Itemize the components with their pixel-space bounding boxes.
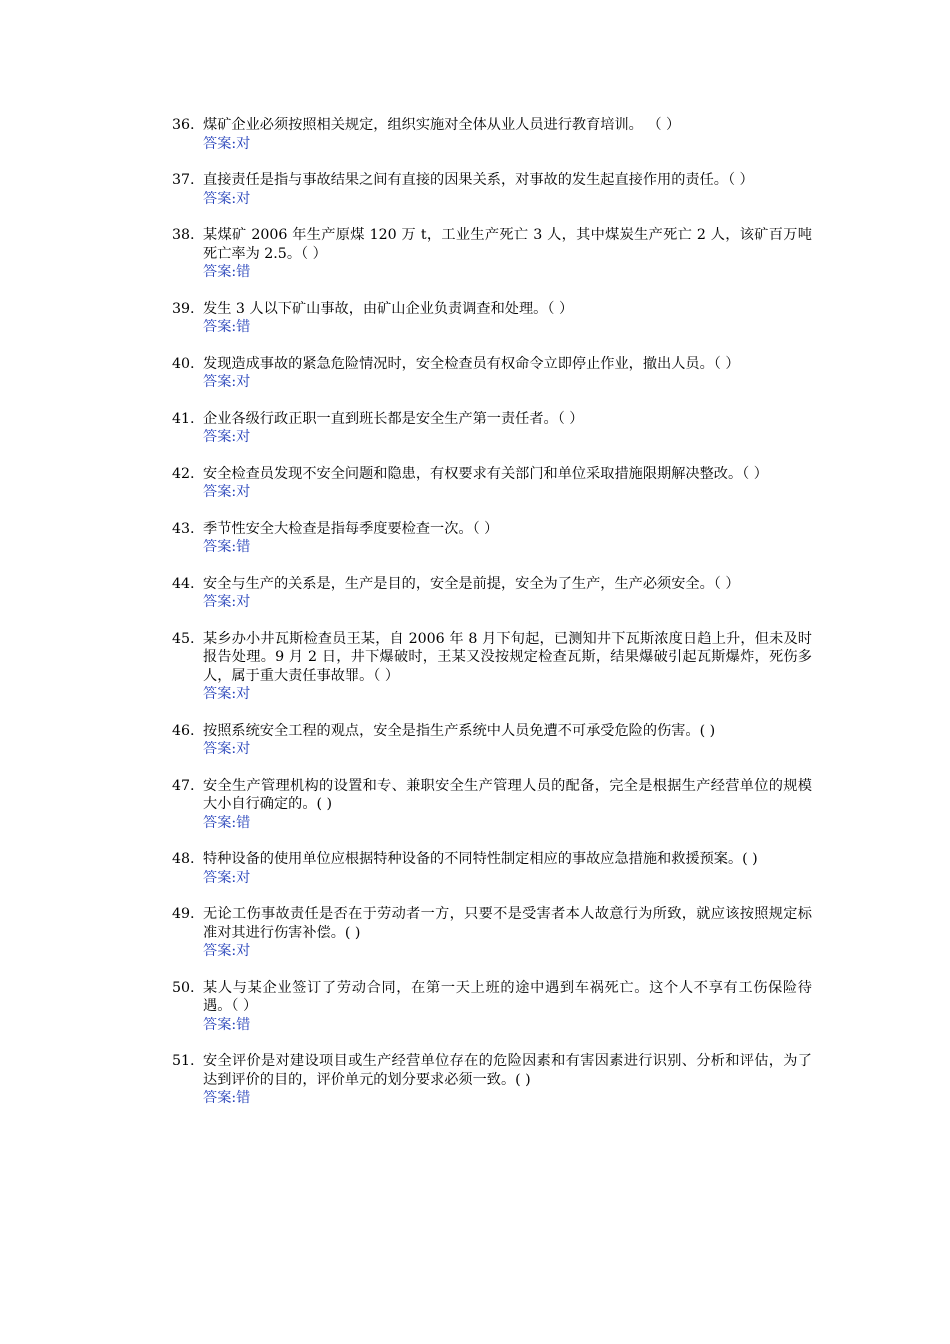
question-item	[172, 850, 812, 887]
question-row	[172, 300, 812, 319]
question-item	[172, 979, 812, 1035]
question-row	[172, 465, 812, 484]
answer-prefix: 答案:	[203, 429, 237, 445]
answer-line	[172, 942, 812, 961]
answer-line	[172, 538, 812, 557]
answer-prefix: 答案:	[203, 539, 237, 555]
question-text: 按照系统安全工程的观点，安全是指生产系统中人员免遭不可承受危险的伤害。( )	[203, 722, 716, 739]
question-text: 特种设备的使用单位应根据特种设备的不同特性制定相应的事故应急措施和救援预案。( )	[203, 851, 758, 867]
question-row	[172, 722, 812, 741]
question-number: 47.	[172, 777, 195, 794]
question-text: 直接责任是指与事故结果之间有直接的因果关系，对事故的发生起直接作用的责任。（ ）	[203, 172, 754, 188]
answer-line	[172, 1089, 812, 1108]
answer-line	[172, 869, 812, 888]
answer-value: 对	[236, 741, 251, 757]
answer-line	[172, 135, 812, 154]
question-row	[172, 410, 812, 429]
question-item	[172, 575, 812, 612]
question-number: 51.	[172, 1053, 195, 1069]
question-item	[172, 300, 812, 337]
question-text: 安全生产管理机构的设置和专、兼职安全生产管理人员的配备，完全是根据生产经营单位的规模大小自行确定的。( )	[203, 777, 812, 812]
answer-value: 错	[236, 264, 251, 280]
question-row	[172, 116, 812, 135]
answer-prefix: 答案:	[203, 594, 237, 610]
answer-line	[172, 428, 812, 447]
answer-line	[172, 814, 812, 833]
answer-prefix: 答案:	[203, 190, 237, 207]
answer-value: 对	[236, 135, 251, 152]
question-number: 44.	[172, 575, 195, 592]
question-item	[172, 520, 812, 557]
question-text: 发现造成事故的紧急危险情况时，安全检查员有权命令立即停止作业，撤出人员。（ ）	[203, 355, 740, 372]
question-list	[172, 116, 812, 1126]
question-number: 37.	[172, 172, 195, 188]
question-item	[172, 722, 812, 759]
answer-prefix: 答案:	[203, 374, 237, 390]
question-item	[172, 355, 812, 392]
question-number: 50.	[172, 979, 195, 996]
question-number: 45.	[172, 630, 195, 647]
question-text: 煤矿企业必须按照相关规定，组织实施对全体从业人员进行教育培训。 （ ）	[203, 117, 681, 133]
question-text: 安全检查员发现不安全问题和隐患，有权要求有关部门和单位采取措施限期解决整改。（ ）	[203, 465, 768, 482]
answer-value: 对	[236, 686, 251, 702]
question-row	[172, 1052, 812, 1089]
answer-value: 错	[236, 539, 251, 555]
answer-prefix: 答案:	[203, 319, 237, 335]
answer-line	[172, 483, 812, 502]
answer-value: 对	[236, 429, 251, 445]
question-text: 企业各级行政正职一直到班长都是安全生产第一责任者。（ ）	[203, 410, 584, 427]
answer-line	[172, 190, 812, 209]
answer-line	[172, 1016, 812, 1035]
question-text: 安全与生产的关系是，生产是目的，安全是前提，安全为了生产，生产必须安全。（ ）	[203, 575, 740, 592]
answer-value: 错	[236, 814, 251, 831]
question-text: 某人与某企业签订了劳动合同，在第一天上班的途中遇到车祸死亡。这个人不享有工伤保险待遇。（ ）	[203, 979, 812, 1014]
answer-value: 错	[236, 1090, 251, 1106]
answer-value: 对	[236, 943, 251, 959]
answer-value: 对	[236, 869, 251, 886]
question-row	[172, 905, 812, 942]
question-item	[172, 226, 812, 282]
answer-line	[172, 373, 812, 392]
question-number: 39.	[172, 300, 195, 317]
question-text: 无论工伤事故责任是否在于劳动者一方，只要不是受害者本人故意行为所致，就应该按照规定标准对其进行伤害补偿。( )	[203, 906, 812, 941]
question-number: 49.	[172, 906, 195, 922]
answer-value: 错	[236, 319, 251, 335]
question-row	[172, 171, 812, 190]
question-number: 41.	[172, 410, 195, 427]
question-text: 季节性安全大检查是指每季度要检查一次。（ ）	[203, 520, 499, 537]
question-item	[172, 410, 812, 447]
question-item	[172, 905, 812, 961]
answer-value: 对	[236, 374, 251, 390]
question-item	[172, 777, 812, 833]
answer-prefix: 答案:	[203, 264, 237, 280]
question-number: 43.	[172, 520, 195, 537]
question-number: 46.	[172, 722, 195, 739]
question-row	[172, 520, 812, 539]
answer-value: 对	[236, 594, 251, 610]
answer-value: 对	[236, 484, 251, 500]
answer-prefix: 答案:	[203, 1090, 237, 1106]
answer-line	[172, 685, 812, 704]
answer-line	[172, 318, 812, 337]
question-row	[172, 850, 812, 869]
question-item	[172, 1052, 812, 1108]
answer-line	[172, 263, 812, 282]
question-item	[172, 465, 812, 502]
answer-prefix: 答案:	[203, 943, 237, 959]
answer-prefix: 答案:	[203, 814, 237, 831]
question-row	[172, 979, 812, 1016]
answer-prefix: 答案:	[203, 1016, 237, 1033]
question-row	[172, 777, 812, 814]
answer-prefix: 答案:	[203, 686, 237, 702]
question-number: 40.	[172, 355, 195, 372]
answer-prefix: 答案:	[203, 741, 237, 757]
question-item	[172, 116, 812, 153]
question-text: 发生 3 人以下矿山事故，由矿山企业负责调查和处理。（ ）	[203, 300, 574, 317]
question-text: 安全评价是对建设项目或生产经营单位存在的危险因素和有害因素进行识别、分析和评估，为了达到评价的目的，评价单元的划分要求必须一致。( )	[203, 1053, 812, 1088]
answer-prefix: 答案:	[203, 869, 237, 886]
answer-prefix: 答案:	[203, 135, 237, 152]
question-row	[172, 575, 812, 594]
answer-value: 错	[236, 1016, 251, 1033]
question-row	[172, 355, 812, 374]
question-item	[172, 171, 812, 208]
question-row	[172, 630, 812, 686]
question-text: 某煤矿 2006 年生产原煤 120 万 t，工业生产死亡 3 人，其中煤炭生产死亡 2 人，该矿百万吨死亡率为 2.5。（ ）	[203, 227, 812, 262]
question-row	[172, 226, 812, 263]
question-number: 38.	[172, 227, 195, 243]
question-number: 36.	[172, 117, 195, 133]
question-number: 48.	[172, 851, 195, 867]
question-item	[172, 630, 812, 704]
answer-value: 对	[236, 190, 251, 207]
answer-line	[172, 740, 812, 759]
answer-line	[172, 593, 812, 612]
question-number: 42.	[172, 465, 195, 482]
question-text: 某乡办小井瓦斯检查员王某，自 2006 年 8 月下旬起，已测知井下瓦斯浓度日趋上升，但未及时报告处理。9 月 2 日，井下爆破时，王某又没按规定检查瓦斯，结果爆破引起瓦斯爆炸，死伤多人，属于重大责任事故罪。（ ）	[203, 630, 812, 684]
answer-prefix: 答案:	[203, 484, 237, 500]
